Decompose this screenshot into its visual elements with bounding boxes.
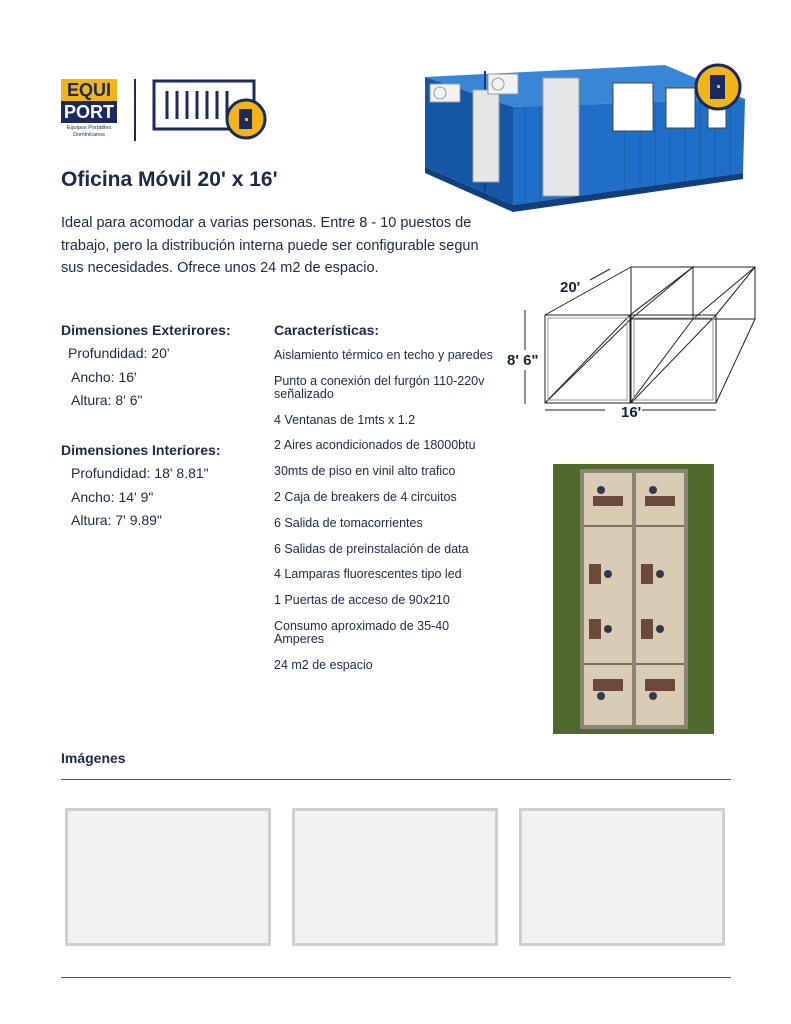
exterior-heading: Dimensiones Exterirores: — [61, 322, 231, 338]
interior-depth: Profundidad: 18' 8.81" — [71, 465, 209, 481]
images-heading: Imágenes — [61, 750, 126, 766]
feature-item: 6 Salidas de preinstalación de data — [274, 541, 469, 556]
logo-divider — [134, 79, 136, 141]
feature-item: 4 Ventanas de 1mts x 1.2 — [274, 412, 416, 427]
features-heading: Características: — [274, 322, 380, 338]
floor-plan-image — [553, 464, 714, 734]
feature-item: 6 Salida de tomacorrientes — [274, 515, 423, 530]
image-placeholder-2 — [292, 808, 498, 946]
logo-tagline-line1: Equipos Portátiles — [66, 125, 112, 131]
container-photo — [425, 55, 747, 213]
diagram-length-label: 20' — [560, 279, 581, 296]
exterior-depth: Profundidad: 20' — [68, 345, 170, 361]
diagram-width-label: 16' — [621, 404, 642, 421]
dimensions-diagram — [505, 262, 760, 427]
divider-top — [61, 779, 731, 780]
logo-port-text: PORT — [61, 101, 117, 123]
brand-logo — [61, 79, 117, 139]
container-door-icon — [152, 79, 268, 141]
image-placeholder-3 — [519, 808, 725, 946]
feature-item: 2 Aires acondicionados de 18000btu — [274, 438, 476, 453]
logo-tagline — [61, 125, 117, 139]
features-list — [274, 349, 499, 685]
interior-height: Altura: 7' 9.89" — [71, 512, 162, 528]
logo-tagline-line2: Dominicanos — [73, 132, 105, 138]
feature-item: Aislamiento térmico en techo y paredes — [274, 348, 493, 362]
feature-item: Punto a conexión del furgón 110-220v señalizado — [274, 373, 485, 401]
intro-paragraph: Ideal para acomodar a varias personas. Entre 8 - 10 puestos de trabajo, pero la distribución interna puede ser configurable segun sus necesidades. Ofrece unos 24 m2 de espacio. — [61, 215, 479, 276]
interior-width: Ancho: 14' 9" — [71, 489, 154, 505]
exterior-height: Altura: 8' 6" — [71, 392, 143, 408]
image-placeholder-1 — [65, 808, 271, 946]
page-title: Oficina Móvil 20' x 16' — [61, 168, 278, 191]
interior-heading: Dimensiones Interiores: — [61, 442, 221, 458]
feature-item: 1 Puertas de acceso de 90x210 — [274, 593, 450, 608]
feature-item: 30mts de piso en vinil alto trafico — [274, 464, 456, 479]
logo-equi-text: EQUI — [61, 79, 117, 101]
feature-item: 2 Caja de breakers de 4 circuitos — [274, 489, 457, 504]
divider-bottom — [61, 977, 731, 978]
feature-item: Consumo aproximado de 35-40 Amperes — [274, 618, 450, 646]
feature-item: 4 Lamparas fluorescentes tipo led — [274, 567, 462, 582]
feature-item: 24 m2 de espacio — [274, 657, 373, 672]
diagram-height-label: 8' 6" — [507, 352, 539, 369]
exterior-width: Ancho: 16' — [71, 369, 137, 385]
